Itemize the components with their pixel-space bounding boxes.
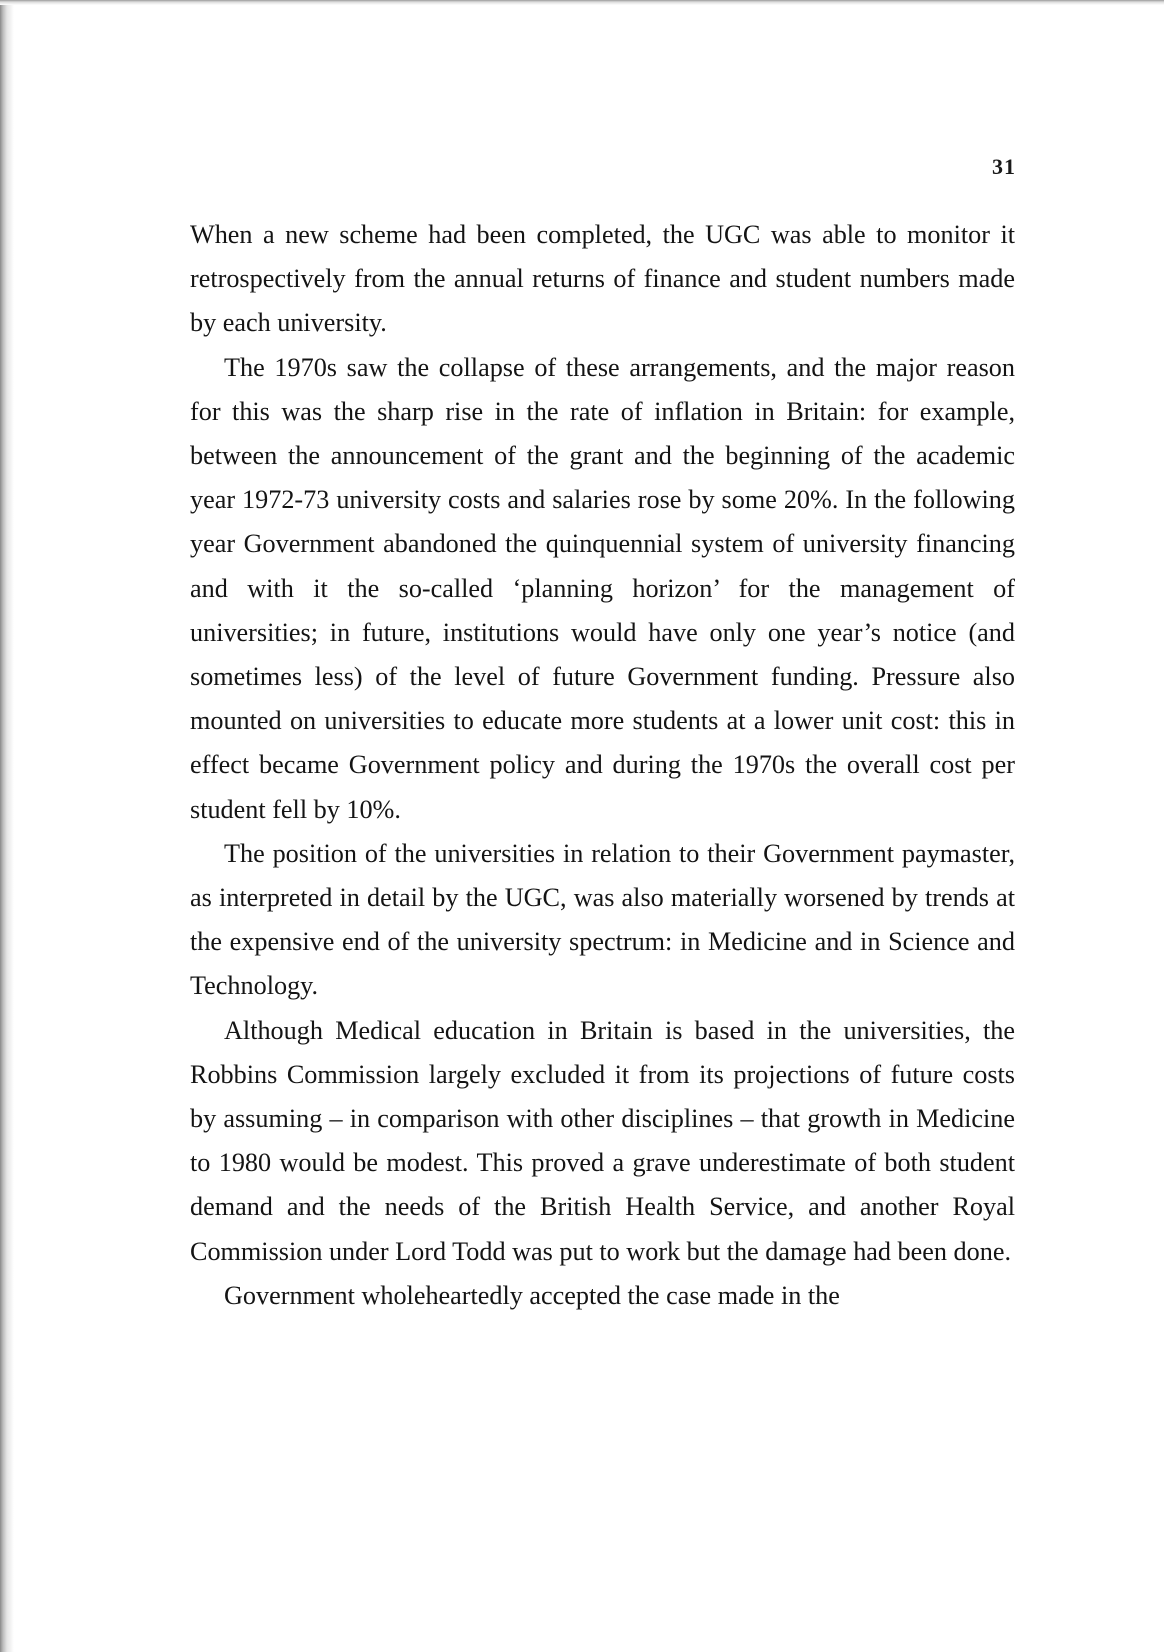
paragraph-2: The 1970s saw the collapse of these arrangements, and the major reason for this was the sharp rise in the rate of inflation in Britain: for example, between the announcement of the grant and the beginning of the academic year 1972-73 university costs and salaries rose by some 20%. In the following year Government abandoned the quinquennial system of university financing and with it the so-called ‘planning horizon’ for the management of universities; in future, institutions would have only one year’s notice (and sometimes less) of the level of future Government funding. Pressure also mounted on universities to educate more students at a lower unit cost: this in effect became Government policy and during the 1970s the overall cost per student fell by 10%.: [190, 352, 1015, 824]
paragraph-3: The position of the universities in relation to their Government paymaster, as interpreted in detail by the UGC, was also materially worsened by trends at the expensive end of the university spectrum: in Medicine and in Science and Technology.: [190, 838, 1015, 1001]
paragraph-1: When a new scheme had been completed, the UGC was able to monitor it retrospectively from the annual returns of finance and student numbers made by each university.: [190, 220, 1015, 338]
page-left-edge-shadow: [0, 0, 14, 1652]
page-number: 31: [992, 154, 1016, 179]
page-top-edge-shadow: [0, 0, 1164, 5]
body-text: [190, 213, 1015, 1318]
paragraph-5: Government wholeheartedly accepted the case made in the: [224, 1280, 840, 1310]
paragraph-4: Although Medical education in Britain is based in the universities, the Robbins Commission largely excluded it from its projections of future costs by assuming – in comparison with other disciplines – that growth in Medicine to 1980 would be modest. This proved a grave underestimate of both student demand and the needs of the British Health Service, and another Royal Commission under Lord Todd was put to work but the damage had been done.: [190, 1015, 1015, 1266]
